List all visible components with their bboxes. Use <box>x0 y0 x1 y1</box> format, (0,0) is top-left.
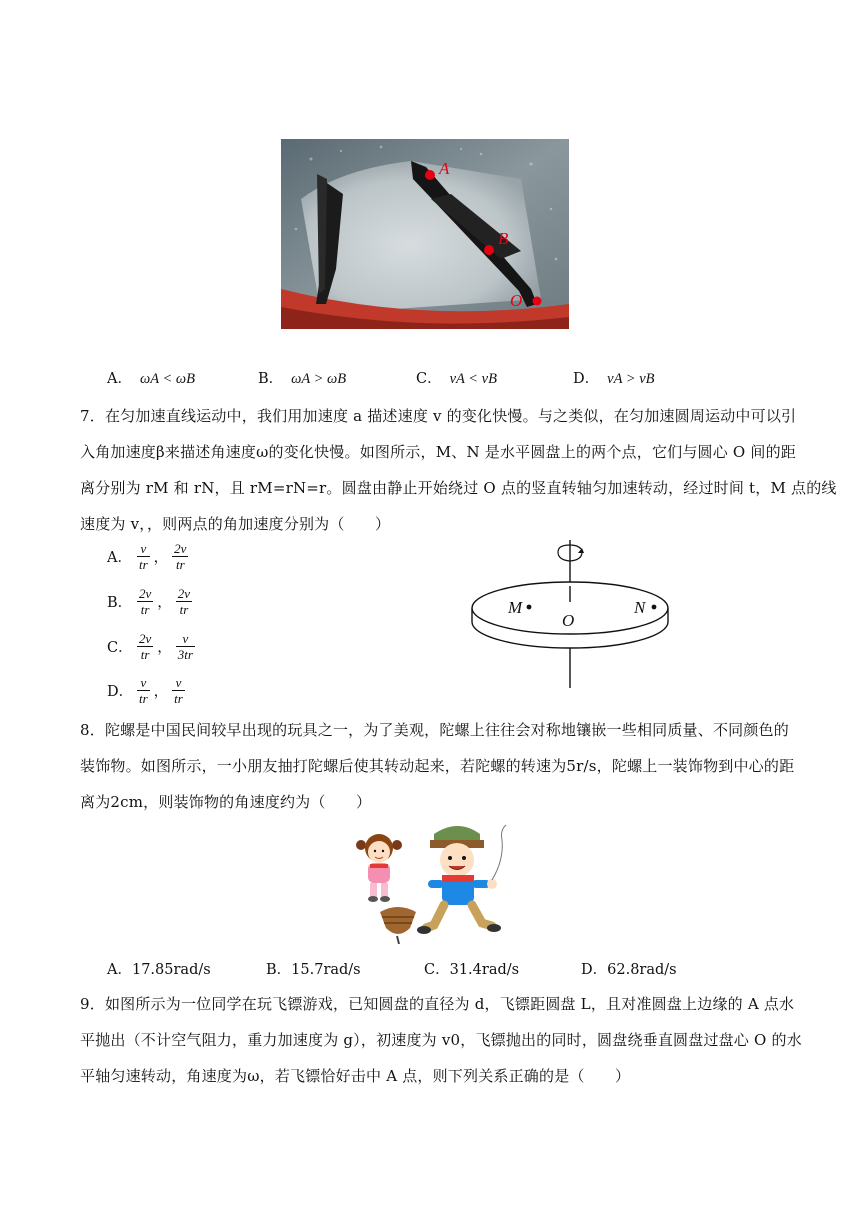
q7-question <box>80 398 837 542</box>
q6-option-d[interactable]: D． vA > vB <box>573 371 655 387</box>
q6-option-b-expr: ωA > ωB <box>291 371 347 387</box>
fraction: $\frac{2v}{tr}$ <box>174 540 187 572</box>
q8-option-b-value: 15.7rad/s <box>291 962 361 978</box>
q6-option-a[interactable]: A． ωA < ωB <box>107 371 195 387</box>
q7-option-c[interactable]: C． $\frac{2v}{tr}$ ， $\frac{v}{3tr}$ <box>107 630 193 662</box>
label-o: O <box>510 291 523 310</box>
q8-option-c-value: 31.4rad/s <box>449 962 520 978</box>
q8-line-1: 8．陀螺是中国民间较早出现的玩具之一，为了美观，陀螺上往往会对称地镶嵌一些相同质量、不同颜色的 <box>80 721 789 739</box>
fraction: $\frac{2v}{tr}$ <box>139 630 152 662</box>
q6-option-b[interactable]: B． ωA > ωB <box>258 371 347 387</box>
q6-option-c[interactable]: C． vA < vB <box>416 371 497 387</box>
top-spinning-cartoon <box>354 820 516 944</box>
q8-option-a-value: 17.85rad/s <box>131 962 211 978</box>
fraction: $\frac{v}{tr}$ <box>139 674 148 706</box>
label-m: M <box>508 598 523 617</box>
q8-option-d[interactable]: D．62.8rad/s <box>581 962 677 978</box>
q8-option-c[interactable]: C．31.4rad/s <box>424 962 520 978</box>
fraction: $\frac{v}{3tr}$ <box>177 630 193 662</box>
fraction: $\frac{2v}{tr}$ <box>139 585 152 617</box>
q9-line-2: 平抛出（不计空气阻力，重力加速度为 g），初速度为 v0，飞镖抛出的同时，圆盘绕垂直圆盘过盘心 O 的水 <box>80 1031 802 1049</box>
q7-line-2: 入角加速度β来描述角速度ω的变化快慢。如图所示，M、N 是水平圆盘上的两个点，它们与圆心 O 间的距 <box>80 443 796 461</box>
q6-option-c-expr: vA < vB <box>449 371 497 387</box>
children-top-illustration <box>354 820 516 944</box>
q8-question <box>80 712 795 820</box>
q6-option-d-expr: vA > vB <box>607 371 655 387</box>
q8-line-3: 离为2cm，则装饰物的角速度约为（ ） <box>80 793 372 811</box>
label-o: O <box>562 611 575 630</box>
q8-option-b[interactable]: B．15.7rad/s <box>266 962 361 978</box>
q7-line-4: 速度为 v，，则两点的角加速度分别为（ ） <box>80 515 391 533</box>
q8-option-a[interactable]: A．17.85rad/s <box>107 962 211 978</box>
q9-line-1: 9．如图所示为一位同学在玩飞镖游戏，已知圆盘的直径为 d，飞镖距圆盘 L，且对准圆盘上边缘的 A 点水 <box>80 995 795 1013</box>
q7-line-3: 离分别为 rM 和 rN，且 rM=rN=r。圆盘由静止开始绕过 O 点的竖直转轴匀加速转动，经过时间 t，M 点的线 <box>80 479 837 497</box>
q8-option-d-value: 62.8rad/s <box>607 962 677 978</box>
q9-line-3: 平轴匀速转动，角速度为ω，若飞镖恰好击中 A 点，则下列关系正确的是（ ） <box>80 1067 631 1085</box>
q8-line-2: 装饰物。如图所示，一小朋友抽打陀螺后使其转动起来，若陀螺的转速为5r/s，陀螺上一装饰物到中心的距 <box>80 757 795 775</box>
label-a: A <box>439 159 450 178</box>
q7-option-d[interactable]: D． $\frac{v}{tr}$ ， $\frac{v}{tr}$ <box>107 674 183 706</box>
label-n: N <box>634 598 646 617</box>
rotating-disk-diagram <box>466 540 676 690</box>
fraction: $\frac{v}{tr}$ <box>139 540 148 572</box>
wiper-photo <box>281 139 569 329</box>
label-b: B <box>498 229 509 248</box>
q9-question <box>80 986 802 1094</box>
fraction: $\frac{2v}{tr}$ <box>177 585 191 617</box>
q7-option-b[interactable]: B． $\frac{2v}{tr}$ ， $\frac{2v}{tr}$ <box>107 585 191 617</box>
q7-line-1: 7．在匀加速直线运动中，我们用加速度 a 描述速度 v 的变化快慢。与之类似，在匀加速圆周运动中可以引 <box>80 407 797 425</box>
wiper-illustration <box>281 139 569 329</box>
disk-figure <box>466 540 676 690</box>
q7-option-a[interactable]: A． $\frac{v}{tr}$ ， $\frac{2v}{tr}$ <box>107 540 187 572</box>
q6-option-a-expr: ωA < ωB <box>139 371 195 387</box>
fraction: $\frac{v}{tr}$ <box>174 674 183 706</box>
